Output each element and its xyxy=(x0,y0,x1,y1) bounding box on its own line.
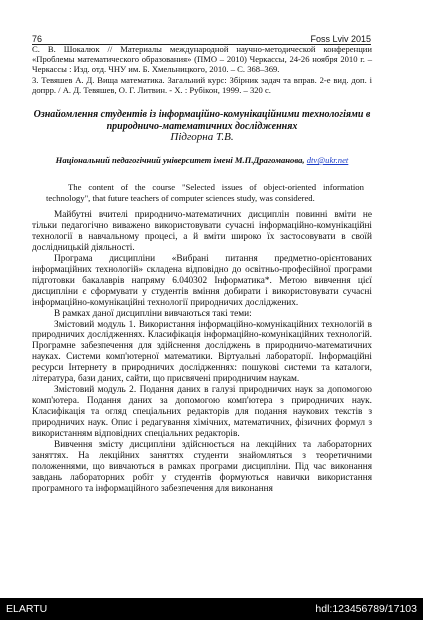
reference-item: 3. Тевяшев А. Д. Вища математика. Загальний курс: Збірник задач та вправ. 2-е вид. доп. і допрр. / А. Д. Тевяшев, О. Г. Литвин. - Х. : Рубікон, 1999. – 320 с. xyxy=(32,74,372,95)
article-body xyxy=(32,210,372,495)
abstract: The content of the course "Selected issues of object-oriented information technology", that future teachers of computer sciences study, was considered. xyxy=(46,182,364,203)
article-title: Ознайомлення студентів із інформаційно-комунікаційними технологіями в природничо-математичних дослідженнях xyxy=(33,109,371,132)
body-paragraph: Вивчення змісту дисципліни здійснюється на лекційних та лабораторних заняттях. На лекційних заняттях студенти знайомляться з теоретичними положеннями, що вивчаються в рамках програми дисципліни. Під час виконання завдань лабораторних робіт у студентів формуються навички використання програмного та інформаційного забезпечення для виконання xyxy=(32,440,372,494)
body-paragraph: Майбутні вчителі природничо-математичних дисциплін повинні вміти не тільки педагогічно виважено використовувати сучасні інформаційно-комунікаційні технології в навчальному процесі, а й вміти широко їх застосовувати в своїй дослідницькій діяльності. xyxy=(32,210,372,253)
affiliation-text: Національний педагогічний університет імені М.П.Драгоманова, xyxy=(55,155,305,165)
article-title-block xyxy=(32,109,372,144)
running-header xyxy=(32,34,371,44)
handle-id: hdl:123456789/17103 xyxy=(315,603,417,615)
body-paragraph: Змістовий модуль 2. Подання даних в галузі природничих наук за допомогою комп'ютера. Подання даних за допомогою комп'ютера з природничих наук. Класифікація та огляд спеціальних редакторів для подання наукових текстів з природничих наук. Опис і редагування хімічних, математичних, фізичних формул з використанням відповідних спеціальних редакторів. xyxy=(32,385,372,440)
body-paragraph: Змістовий модуль 1. Використання інформаційно-комунікаційних технологій в природничих дослідженнях. Класифікація інформаційно-комунікаційних технологій. Програмне забезпечення для здійснення досліджень в природничо-математичних науках. Системи комп'ютерної математики. Віртуальні лабораторії. Інформаційні ресурси Інтернету в природничих дослідженнях: пошукові системи та каталоги, література, бази даних, сайти, що присвячені природничим наукам. xyxy=(32,319,372,385)
body-paragraph: В рамках даної дисципліни вивчаються такі теми: xyxy=(54,308,252,319)
author-affiliation xyxy=(32,155,372,165)
repository-name: ELARTU xyxy=(6,603,48,615)
article-author: Підгорна Т.В. xyxy=(170,131,234,143)
repository-footer-bar xyxy=(0,598,423,620)
page-number: 76 xyxy=(32,34,43,44)
body-paragraph: Програма дисципліни «Вибрані питання предметно-орієнтованих інформаційних технологій» складена відповідно до освітньо-професійної програми підготовки бакалаврів напряму 6.040302 Інформатика*. Метою вивчення цієї дисципліни є сформувати у студентів вміння добирати і використовувати сучасні інформаційно-комунікаційні технології природничих досліджених. xyxy=(32,253,372,308)
references-block xyxy=(32,44,372,95)
reference-item: С. В. Шокалюк // Материалы международной научно-методической конференции «Проблемы математического образования» (ПМО – 2010) Черкассы, 24-26 ноября 2010 г. – Черкассы : Изд. отд. ЧНУ им. Б. Хмельницкого, 2010. – С. 368–369. xyxy=(32,44,372,75)
author-email-link[interactable]: dtv@ukr.net xyxy=(306,155,349,165)
journal-name: Foss Lviv 2015 xyxy=(310,34,371,44)
